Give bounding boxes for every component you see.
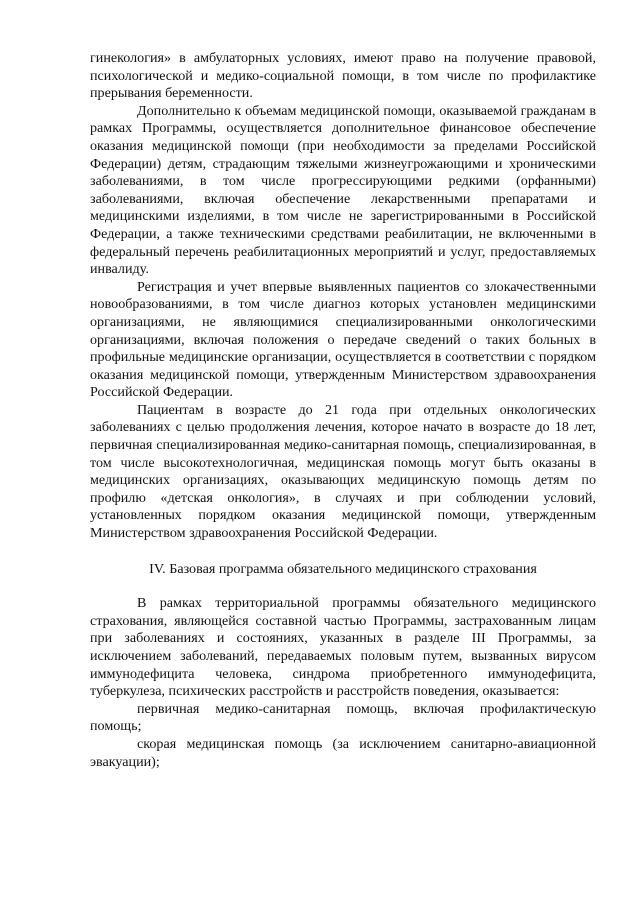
paragraph-patients-under-21: Пациентам в возрасте до 21 года при отдельных онкологических заболеваниях с целью продолжения лечения, которое начато в возрасте до 18 лет, первичная специализированная медико-санитарная помощь, специализированная, в том числе высокотехнологичная, медицинская помощь могут быть оказаны в медицинских организациях, оказывающих медицинскую помощь детям по профилю «детская онкология», в случаях и при соблюдении условий, установленных порядком оказания медицинской помощи, утвержденным Министерством здравоохранения Российской Федерации. <box>90 401 596 542</box>
paragraph-registration: Регистрация и учет впервые выявленных пациентов со злокачественными новообразованиями, в том числе диагноз которых установлен медицинскими организациями, не являющимися специализированными онкологическими организациями, включая положения о передаче сведений о таких больных в профильные медицинские организации, осуществляется в соответствии с порядком оказания медицинской помощи, утвержденным Министерством здравоохранения Российской Федерации. <box>90 278 596 401</box>
list-item-primary-care: первичная медико-санитарная помощь, включая профилактическую помощь; <box>90 700 596 735</box>
paragraph-territorial-program: В рамках территориальной программы обязательного медицинского страхования, являющейся составной частью Программы, застрахованным лицам при заболеваниях и состояниях, указанных в разделе III Программы, за исключением заболеваний, передаваемых половым путем, вызванных вирусом иммунодефицита человека, синдрома приобретенного иммунодефицита, туберкулеза, психических расстройств и расстройств поведения, оказывается: <box>90 595 596 700</box>
paragraph-additional-financing: Дополнительно к объемам медицинской помощи, оказываемой гражданам в рамках Программы, осуществляется дополнительное финансовое обеспечение оказания медицинской помощи (при необходимости за пределами Российской Федерации) детям, страдающим тяжелыми жизнеугрожающими и хроническими заболеваниями, в том числе прогрессирующими редкими (орфанными) заболеваниями, включая обеспечение лекарственными препаратами и медицинскими изделиями, в том числе не зарегистрированными в Российской Федерации, а также техническими средствами реабилитации, не включенными в федеральный перечень реабилитационных мероприятий и услуг, предоставляемых инвалиду. <box>90 102 596 278</box>
section-heading: IV. Базовая программа обязательного медицинского страхования <box>149 560 537 577</box>
document-page <box>90 50 596 771</box>
list-item-emergency-care: скорая медицинская помощь (за исключением санитарно-авиационной эвакуации); <box>90 735 596 770</box>
paragraph-continued: гинекология» в амбулаторных условиях, имеют право на получение правовой, психологической и медико-социальной помощи, в том числе по профилактике прерывания беременности. <box>90 50 596 102</box>
